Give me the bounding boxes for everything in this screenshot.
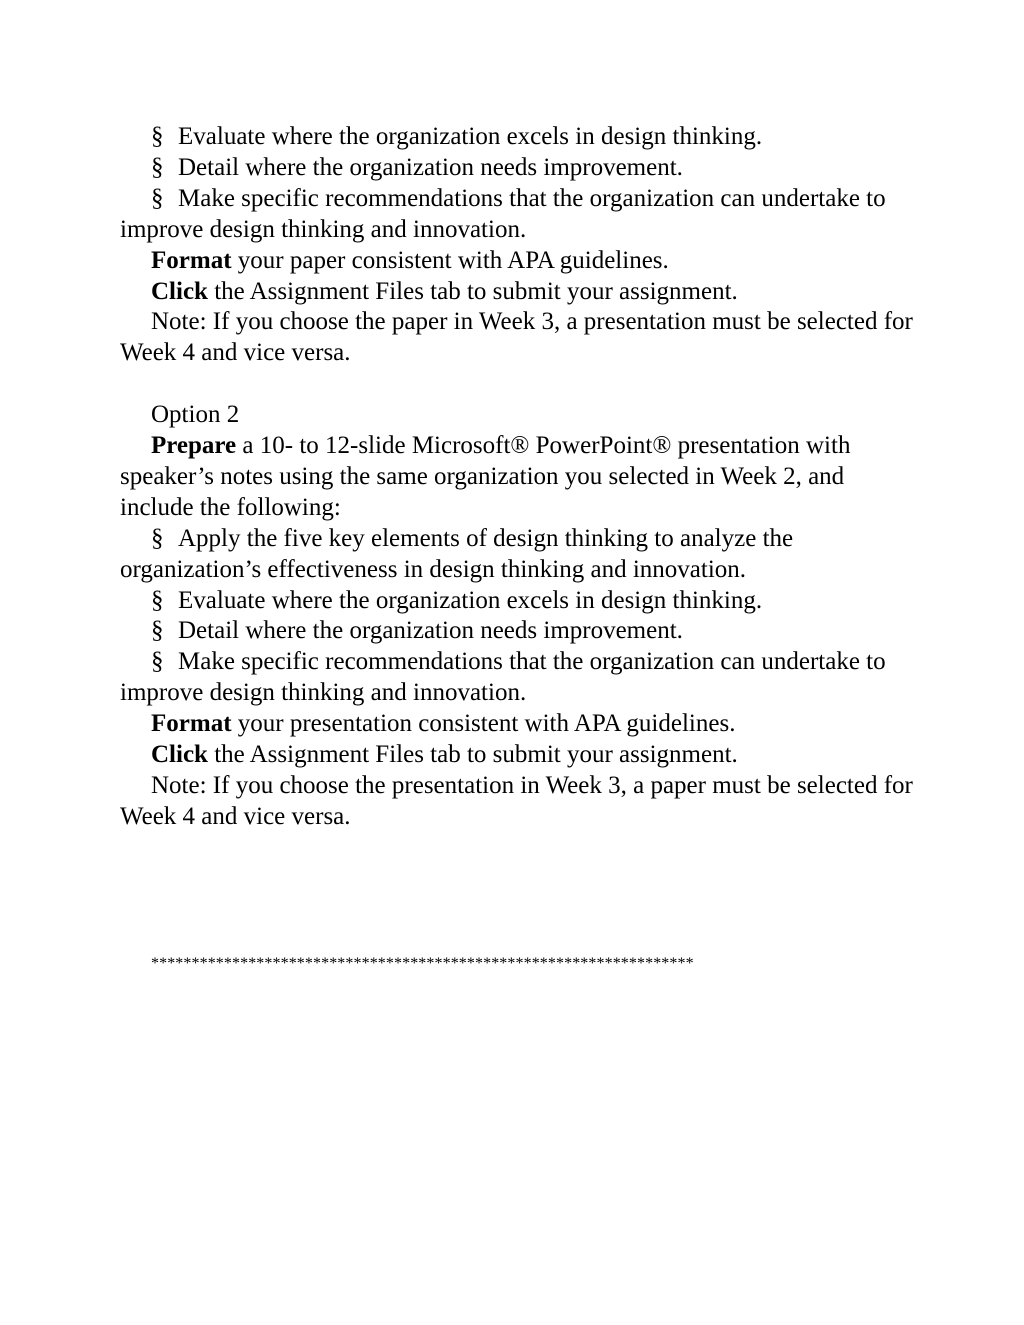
format-text: your paper consistent with APA guidelines. xyxy=(231,246,669,274)
note-paragraph: Note: If you choose the presentation in Week 3, a paper must be selected for Week 4 and vice versa. xyxy=(120,772,913,830)
option-heading: Option 2 xyxy=(151,401,240,429)
bullet-text: Make specific recommendations that the organization can undertake to improve design thinking and innovation. xyxy=(120,648,886,707)
bullet-text: Detail where the organization needs improvement. xyxy=(178,617,683,645)
bullet-item xyxy=(120,647,920,709)
note-paragraph: Note: If you choose the paper in Week 3, a presentation must be selected for Week 4 and vice versa. xyxy=(120,308,913,367)
bullet-text: Detail where the organization needs improvement. xyxy=(178,153,683,181)
prepare-keyword: Prepare xyxy=(151,432,237,460)
prepare-text: a 10- to 12-slide Microsoft® PowerPoint® presentation with speaker’s notes using the same organization you selected in Week 2, and include the following: xyxy=(120,432,851,521)
separator-line: ******************************************************************* xyxy=(151,955,694,972)
section-icon: § xyxy=(151,586,164,614)
section-icon: § xyxy=(151,184,164,212)
bullet-text: Make specific recommendations that the organization can undertake to improve design thinking and innovation. xyxy=(120,184,886,243)
bullet-text: Evaluate where the organization excels in design thinking. xyxy=(178,586,763,614)
format-text: your presentation consistent with APA guidelines. xyxy=(231,710,736,738)
bullet-item xyxy=(120,122,920,153)
format-keyword: Format xyxy=(151,710,232,738)
format-keyword: Format xyxy=(151,246,232,274)
bullet-item xyxy=(120,153,920,184)
click-text: the Assignment Files tab to submit your assignment. xyxy=(207,741,738,769)
bullet-item xyxy=(120,586,920,617)
prepare-instruction xyxy=(120,431,920,524)
bullet-item xyxy=(120,616,920,647)
document-body xyxy=(120,122,920,833)
section-icon: § xyxy=(151,617,164,645)
click-keyword: Click xyxy=(151,277,208,305)
section-icon: § xyxy=(151,123,164,150)
click-text: the Assignment Files tab to submit your assignment. xyxy=(207,277,738,305)
click-keyword: Click xyxy=(151,741,208,769)
section-icon: § xyxy=(151,648,164,676)
click-instruction xyxy=(120,740,920,771)
bullet-item xyxy=(120,524,920,586)
bullet-item xyxy=(120,184,920,246)
click-instruction xyxy=(120,277,920,308)
format-instruction xyxy=(120,246,920,277)
bullet-text: Apply the five key elements of design thinking to analyze the organization’s effectiveness in design thinking and innovation. xyxy=(120,524,794,583)
format-instruction xyxy=(120,709,920,740)
section-icon: § xyxy=(151,524,164,552)
section-icon: § xyxy=(151,153,164,181)
bullet-text: Evaluate where the organization excels in design thinking. xyxy=(178,123,763,150)
blank-line xyxy=(120,369,920,400)
